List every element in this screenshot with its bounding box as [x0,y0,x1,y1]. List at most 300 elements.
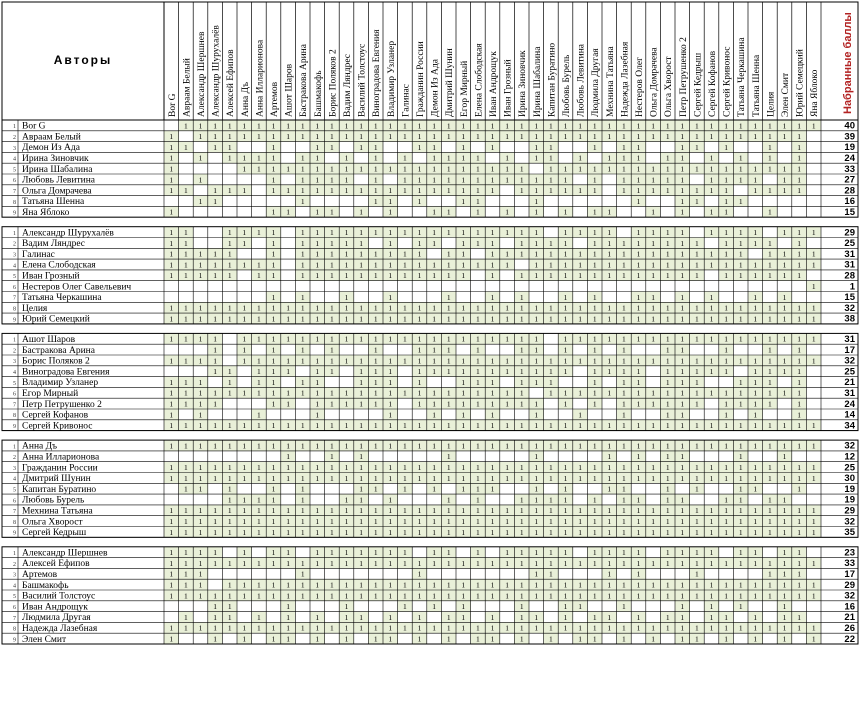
score-mark: 1 [695,132,699,142]
score-mark: 1 [446,345,451,355]
score-mark: 1 [695,623,699,633]
score-mark: 1 [724,164,728,174]
score-mark: 1 [519,249,524,259]
score-mark: 1 [549,153,553,163]
total-score: 32 [844,590,855,602]
score-mark: 1 [651,238,655,248]
total-score: 28 [844,185,855,197]
score-mark: 1 [753,484,758,494]
score-mark: 1 [446,495,451,505]
score-mark: 1 [578,334,582,344]
score-mark: 1 [344,421,349,431]
score-mark: 1 [578,580,582,590]
author-name: Любовь Левитина [22,175,96,186]
author-name: Ольга Хворост [22,517,83,528]
score-mark: 1 [768,249,772,259]
score-mark: 1 [592,421,597,431]
score-mark: 1 [738,132,743,142]
score-mark: 1 [782,356,787,366]
score-mark: 1 [797,623,801,633]
score-mark: 1 [432,314,436,324]
score-mark: 1 [432,132,436,142]
score-mark: 1 [271,292,276,302]
score-mark: 1 [344,623,349,633]
score-mark: 1 [476,463,480,472]
score-mark: 1 [169,421,174,431]
score-mark: 1 [665,228,670,237]
score-mark: 1 [257,527,261,537]
score-mark: 1 [373,388,378,398]
score-mark: 1 [636,153,641,163]
score-mark: 1 [403,506,407,516]
score-mark: 1 [373,260,378,270]
score-mark: 1 [330,452,334,462]
score-mark: 1 [651,441,655,451]
score-mark: 1 [534,452,539,462]
score-mark: 1 [534,612,539,622]
score-mark: 1 [636,548,641,558]
score-mark: 1 [373,314,378,324]
score-mark: 1 [315,623,320,633]
total-score: 32 [844,516,855,528]
score-mark: 1 [665,345,670,355]
score-mark: 1 [753,421,758,431]
score-mark: 1 [680,441,685,451]
score-mark: 1 [753,175,758,185]
score-mark: 1 [198,517,203,526]
score-mark: 1 [359,228,363,237]
score-mark: 1 [563,238,568,248]
score-mark: 1 [373,421,378,431]
score-mark: 1 [753,314,758,324]
score-mark: 1 [680,527,685,537]
score-mark: 1 [446,388,451,398]
score-mark: 1 [476,164,480,174]
total-score: 33 [844,163,855,175]
score-mark: 1 [636,421,641,431]
score-mark: 1 [695,142,699,152]
score-mark: 1 [330,186,334,196]
score-mark: 1 [198,260,203,270]
score-mark: 1 [709,314,714,324]
score-mark: 1 [768,558,772,568]
score-mark: 1 [695,441,699,451]
score-mark: 1 [797,121,801,131]
score-mark: 1 [753,463,758,472]
author-name: Татьяна Шенна [22,197,85,208]
score-mark: 1 [417,506,422,516]
score-mark: 1 [607,164,612,174]
score-mark: 1 [607,260,612,270]
score-mark: 1 [315,228,320,237]
score-mark: 1 [315,303,320,313]
author-name: Дмитрий Шунин [22,474,91,485]
score-mark: 1 [373,399,378,409]
score-mark: 1 [461,186,466,196]
score-mark: 1 [695,399,699,409]
score-mark: 1 [738,421,743,431]
score-mark: 1 [680,186,685,196]
score-mark: 1 [636,228,641,237]
score-mark: 1 [709,207,714,217]
score-mark: 1 [300,153,305,163]
score-mark: 1 [373,334,378,344]
column-header: Капитан Буратино [547,42,558,117]
score-mark: 1 [695,367,699,377]
column-header: Вадим Ляндрес [343,53,353,117]
score-mark: 1 [519,164,524,174]
score-mark: 1 [578,463,582,472]
score-mark: 1 [476,186,480,196]
score-mark: 1 [811,228,816,237]
score-mark: 1 [680,249,685,259]
score-mark: 1 [198,410,203,420]
score-mark: 1 [490,164,495,174]
score-mark: 1 [432,164,436,174]
score-mark: 1 [622,506,626,516]
score-mark: 1 [636,249,641,259]
score-mark: 1 [680,399,685,409]
score-mark: 1 [432,623,436,633]
score-mark: 1 [519,441,524,451]
score-mark: 1 [490,292,495,302]
score-mark: 1 [169,410,174,420]
score-mark: 1 [753,164,758,174]
score-mark: 1 [271,517,276,526]
score-mark: 1 [315,142,320,152]
score-mark: 1 [286,623,290,633]
score-mark: 1 [534,186,539,196]
score-mark: 1 [286,132,290,142]
score-mark: 1 [403,548,407,558]
score-mark: 1 [724,495,728,505]
score-mark: 1 [738,228,743,237]
score-mark: 1 [373,153,378,163]
score-mark: 1 [768,388,772,398]
score-mark: 1 [651,334,655,344]
score-mark: 1 [315,527,320,537]
score-mark: 1 [300,517,305,526]
score-mark: 1 [344,388,349,398]
score-mark: 1 [476,517,480,526]
score-mark: 1 [271,634,276,644]
score-mark: 1 [315,548,320,558]
score-mark: 1 [169,303,174,313]
score-mark: 1 [636,356,641,366]
score-mark: 1 [665,132,670,142]
score-mark: 1 [198,303,203,313]
score-mark: 1 [242,238,247,248]
score-mark: 1 [797,334,801,344]
score-mark: 1 [476,558,480,568]
score-mark: 1 [549,164,553,174]
score-mark: 1 [811,517,816,526]
score-mark: 1 [403,356,407,366]
score-mark: 1 [680,175,685,185]
score-mark: 1 [315,314,320,324]
score-mark: 1 [768,495,772,505]
score-mark: 1 [665,121,670,131]
score-mark: 1 [330,260,334,270]
score-mark: 1 [622,164,626,174]
score-mark: 1 [315,377,320,387]
score-mark: 1 [636,186,641,196]
score-mark: 1 [300,388,305,398]
score-mark: 1 [724,175,728,185]
author-name: Элен Смит [22,634,67,645]
score-mark: 1 [622,303,626,313]
score-mark: 1 [257,132,261,142]
score-mark: 1 [344,463,349,472]
score-mark: 1 [753,260,758,270]
score-mark: 1 [257,121,261,131]
score-mark: 1 [198,580,203,590]
total-score: 29 [844,579,855,591]
score-mark: 1 [680,314,685,324]
score-mark: 1 [359,271,363,281]
score-mark: 1 [724,473,728,483]
score-mark: 1 [286,164,290,174]
score-mark: 1 [724,410,728,420]
score-mark: 1 [665,271,670,281]
score-mark: 1 [549,314,553,324]
score-mark: 1 [461,314,466,324]
score-mark: 1 [417,441,422,451]
score-mark: 1 [797,153,801,163]
score-mark: 1 [315,517,320,526]
score-mark: 1 [184,473,188,483]
score-mark: 1 [461,356,466,366]
score-mark: 1 [709,580,714,590]
score-mark: 1 [782,517,787,526]
score-mark: 1 [330,303,334,313]
score-mark: 1 [169,175,174,185]
score-mark: 1 [768,377,772,387]
score-mark: 1 [753,132,758,142]
score-mark: 1 [724,142,728,152]
score-mark: 1 [476,591,480,601]
score-mark: 1 [388,441,393,451]
score-mark: 1 [461,196,466,206]
score-mark: 1 [242,591,247,601]
score-mark: 1 [476,132,480,142]
score-mark: 1 [286,314,290,324]
score-mark: 1 [534,377,539,387]
row-number: 4 [13,156,16,163]
score-mark: 1 [461,484,466,494]
score-mark: 1 [665,612,670,622]
total-score: 28 [844,270,855,282]
score-mark: 1 [388,367,393,377]
score-mark: 1 [782,612,787,622]
score-mark: 1 [242,186,247,196]
score-mark: 1 [738,527,743,537]
score-mark: 1 [709,473,714,483]
total-score: 15 [844,292,855,304]
score-mark: 1 [330,463,334,472]
column-header: Людмила Другая [591,48,602,117]
score-mark: 1 [797,314,801,324]
score-mark: 1 [695,249,699,259]
score-mark: 1 [227,186,232,196]
score-mark: 1 [607,591,612,601]
score-mark: 1 [768,238,772,248]
score-mark: 1 [636,612,641,622]
score-mark: 1 [213,367,217,377]
score-mark: 1 [680,495,685,505]
total-score: 27 [844,174,855,186]
score-mark: 1 [446,314,451,324]
score-mark: 1 [344,602,349,612]
score-mark: 1 [709,356,714,366]
score-mark: 1 [680,421,685,431]
score-mark: 1 [811,249,816,259]
author-name: Анна Дъ [22,441,58,452]
score-mark: 1 [271,388,276,398]
score-mark: 1 [753,527,758,537]
score-mark: 1 [213,388,217,398]
row-number: 9 [13,424,16,430]
score-mark: 1 [330,334,334,344]
score-mark: 1 [373,121,378,131]
score-mark: 1 [578,602,582,612]
score-mark: 1 [403,260,407,270]
score-mark: 1 [315,473,320,483]
score-mark: 1 [344,271,349,281]
score-mark: 1 [373,441,378,451]
score-mark: 1 [753,506,758,516]
score-mark: 1 [344,495,349,505]
total-score: 35 [844,527,855,539]
score-mark: 1 [519,473,524,483]
score-mark: 1 [782,164,787,174]
score-mark: 1 [490,271,495,281]
score-mark: 1 [461,591,466,601]
score-mark: 1 [315,238,320,248]
score-mark: 1 [359,441,363,451]
score-mark: 1 [359,186,363,196]
author-name: Егор Мирный [22,389,79,399]
score-mark: 1 [607,473,612,483]
score-mark: 1 [388,623,393,633]
score-mark: 1 [388,473,393,483]
score-mark: 1 [519,591,524,601]
column-header: Владимир Узланер [386,40,397,117]
score-mark: 1 [271,441,276,451]
score-mark: 1 [724,580,728,590]
score-mark: 1 [651,527,655,537]
column-header: Елена Слободская [474,43,485,117]
score-mark: 1 [549,558,553,568]
score-mark: 1 [534,196,539,206]
score-mark: 1 [578,410,582,420]
score-mark: 1 [373,473,378,483]
score-mark: 1 [373,558,378,568]
score-mark: 1 [461,623,466,633]
score-mark: 1 [446,473,451,483]
score-mark: 1 [315,186,320,196]
score-mark: 1 [519,292,524,302]
score-mark: 1 [213,249,217,259]
score-mark: 1 [709,548,714,558]
score-mark: 1 [563,602,568,612]
score-mark: 1 [797,517,801,526]
score-mark: 1 [213,121,217,131]
score-mark: 1 [519,334,524,344]
score-mark: 1 [607,314,612,324]
score-mark: 1 [373,367,378,377]
score-mark: 1 [578,260,582,270]
score-mark: 1 [403,591,407,601]
score-mark: 1 [651,463,655,472]
score-mark: 1 [811,303,816,313]
score-mark: 1 [578,591,582,601]
score-mark: 1 [315,612,320,622]
score-mark: 1 [665,186,670,196]
score-mark: 1 [811,506,816,516]
row-number: 1 [13,444,16,451]
score-mark: 1 [271,367,276,377]
score-mark: 1 [534,410,539,420]
score-mark: 1 [461,527,466,537]
score-mark: 1 [651,473,655,483]
author-name: Ирина Шабалина [22,164,93,175]
score-mark: 1 [622,121,626,131]
score-mark: 1 [578,228,582,237]
score-mark: 1 [403,558,407,568]
score-mark: 1 [373,356,378,366]
score-mark: 1 [636,591,641,601]
score-mark: 1 [724,196,728,206]
score-mark: 1 [344,506,349,516]
score-mark: 1 [213,441,217,451]
score-mark: 1 [461,132,466,142]
score-mark: 1 [257,506,261,516]
author-name: Елена Слободская [22,260,96,271]
score-mark: 1 [330,517,334,526]
total-score: 31 [844,388,855,399]
score-mark: 1 [592,356,597,366]
score-mark: 1 [724,121,728,131]
score-mark: 1 [782,186,787,196]
score-mark: 1 [811,260,816,270]
score-mark: 1 [651,207,655,217]
score-mark: 1 [622,175,626,185]
score-mark: 1 [724,517,728,526]
score-mark: 1 [505,517,509,526]
score-mark: 1 [665,334,670,344]
score-mark: 1 [315,506,320,516]
score-mark: 1 [169,356,174,366]
score-mark: 1 [724,314,728,324]
score-mark: 1 [709,558,714,568]
score-mark: 1 [446,612,451,622]
score-mark: 1 [242,623,247,633]
score-mark: 1 [286,463,290,472]
score-mark: 1 [242,517,247,526]
score-mark: 1 [622,314,626,324]
score-mark: 1 [636,580,641,590]
column-header: Татьяна Черкашина [737,37,748,117]
score-mark: 1 [724,334,728,344]
score-mark: 1 [198,548,203,558]
score-mark: 1 [782,249,787,259]
score-mark: 1 [300,249,305,259]
score-mark: 1 [344,527,349,537]
score-mark: 1 [373,591,378,601]
score-mark: 1 [169,186,174,196]
score-mark: 1 [476,495,480,505]
